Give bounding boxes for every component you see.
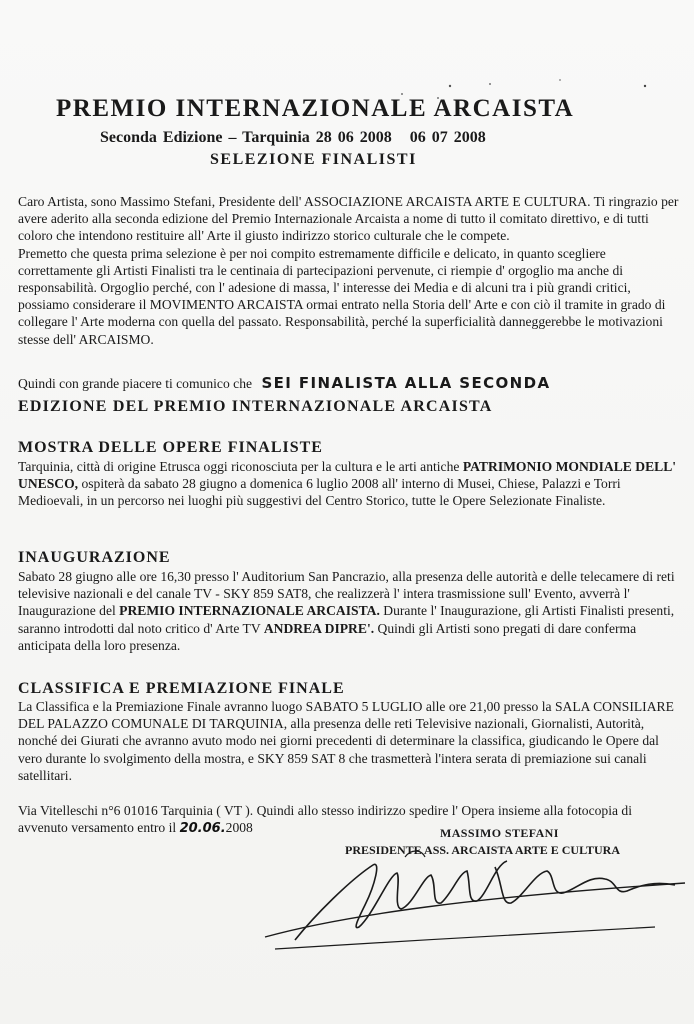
announcement-prefix: Quindi con grande piacere ti comunico che	[18, 376, 253, 391]
critic-name: ANDREA DIPRE'.	[263, 620, 375, 636]
edition-end-date: 06 07 2008	[409, 129, 486, 146]
intro-section	[18, 193, 682, 348]
signatory-name: MASSIMO STEFANI	[440, 826, 559, 840]
inaugurazione-paragraph	[18, 568, 682, 654]
mostra-paragraph	[18, 458, 682, 510]
mostra-heading: MOSTRA DELLE OPERE FINALISTE	[18, 439, 323, 456]
address-paragraph	[18, 802, 682, 837]
intro-paragraph-2: Premetto che questa prima selezione è per noi compito estremamente difficile e delicato, in quanto scegliere correttamente gli Artisti Finalisti tra le centinaia di partecipazioni pervenute, ci riempie d' orgoglio ma anche di responsabilità. Orgoglio perché, con l' adesione di massa, l' interesse dei Media e di alcuni tra i più grandi critici, possiamo considerare il MOVIMENTO ARCAISTA ormai entrato nella Storia dell' Arte e con ciò il tramite in grado di collegare l' Arte moderna con quella del passato. Responsabilità, perché la superficialità danneggerebbe le motivazioni stesse dell' ARCAISMO.	[18, 245, 666, 347]
mostra-text-b: ospiterà da sabato 28 giugno a domenica 6 luglio 2008 all' interno di Musei, Chiese, Palazzi e Torri Medioevali, in un percorso nei luoghi più suggestivi del Centro Storico, tutte le Opere Selezionate Finaliste.	[18, 476, 621, 509]
inaug-text-c: Quindi gli Artisti sono pregati di dare conferma anticipata della loro presenza.	[18, 620, 637, 653]
address-year: 2008	[225, 820, 253, 836]
premio-highlight: PREMIO INTERNAZIONALE ARCAISTA.	[119, 603, 380, 619]
address-text: Via Vitelleschi n°6 01016 Tarquinia ( VT ). Quindi allo stesso indirizzo spedire l' Opera insieme alla fotocopia di avvenuto versamento entro il	[18, 803, 632, 836]
edition-subtitle	[100, 128, 600, 148]
finalist-highlight: SEI FINALISTA ALLA SECONDA	[261, 374, 551, 392]
inaugurazione-heading: INAUGURAZIONE	[18, 549, 171, 566]
classifica-section	[18, 698, 682, 784]
inaug-text-a: Sabato 28 giugno alle ore 16,30 presso l' Auditorium San Pancrazio, alla presenza delle autorità e delle telecamere di reti televisive nazionali e del canale TV - SKY 859 SAT8, che realizzerà l' intera trasmissione sull' Evento, avverrà l' Inaugurazione del	[18, 569, 675, 619]
unesco-highlight: PATRIMONIO MONDIALE DELL' UNESCO,	[18, 459, 677, 492]
inaugurazione-section	[18, 568, 682, 654]
classifica-paragraph: La Classifica e la Premiazione Finale avranno luogo SABATO 5 LUGLIO alle ore 21,00 presso la SALA CONSILIARE DEL PALAZZO COMUNALE DI TARQUINIA, alla presenza delle reti Televisive nazionali, Giornalisti, Autorità, nonché dei Giurati che avranno avuto modo nei giorni precedenti di determinare la classifica, giudicando le Opere dal vero durante lo svolgimento della mostra, e SKY 859 SAT 8 che trasmetterà l'intera serata di premiazione sui canali satellitari.	[18, 699, 674, 783]
document-title: PREMIO INTERNAZIONALE ARCAISTA	[56, 95, 575, 122]
finalist-announcement	[18, 373, 678, 394]
handwritten-date: 20.06.	[179, 821, 226, 837]
handwritten-signature	[255, 845, 694, 955]
classifica-heading: CLASSIFICA E PREMIAZIONE FINALE	[18, 680, 345, 697]
signatory-role: PRESIDENTE ASS. ARCAISTA ARTE E CULTURA	[345, 843, 620, 857]
address-section	[18, 802, 682, 837]
inaug-text-b: Durante l' Inaugurazione, gli Artisti Finalisti presenti, saranno introdotti dal noto critico d' Arte TV	[18, 603, 675, 636]
intro-paragraph-1: Caro Artista, sono Massimo Stefani, Presidente dell' ASSOCIAZIONE ARCAISTA ARTE E CULTURA. Ti ringrazio per avere aderito alla seconda edizione del Premio Internazionale Arcaista a nome di tutto il comitato direttivo, e di tutti coloro che intendono restituire all' Arte il giusto indirizzo storico culturale che le compete.	[18, 194, 679, 244]
edition-line: EDIZIONE DEL PREMIO INTERNAZIONALE ARCAISTA	[18, 398, 493, 415]
mostra-section	[18, 458, 682, 510]
edition-dates: Seconda Edizione – Tarquinia 28 06 2008	[100, 129, 392, 146]
selection-title: SELEZIONE FINALISTI	[210, 151, 417, 168]
mostra-text-a: Tarquinia, città di origine Etrusca oggi riconosciuta per la cultura e le arti antiche	[18, 459, 463, 474]
